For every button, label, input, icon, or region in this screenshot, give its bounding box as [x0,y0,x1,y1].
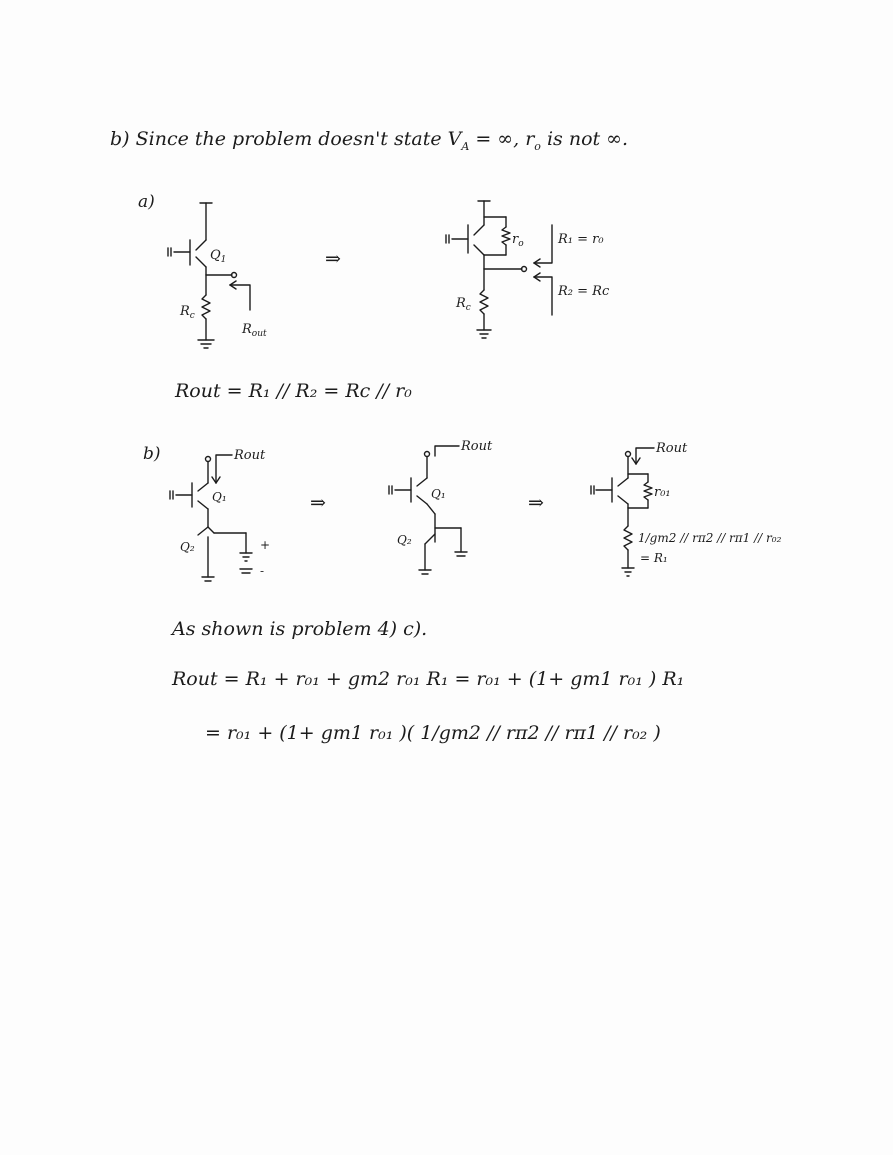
part-b-label: b) [143,444,161,464]
header-text: b) Since the problem doesn't state V [110,128,462,150]
a1-rc-label: $R_c$ [180,304,195,321]
part-a-arrow: ⇒ [325,248,341,270]
header-text-end: is not ∞. [540,128,629,150]
b3-r-expr: 1/gm2 // rπ2 // rπ1 // r₀₂ [638,531,782,545]
b2-rout-label: Rout [461,439,493,454]
b3-rout-label: Rout [656,441,688,456]
header-line [110,128,628,153]
a2-r1-eq: R₁ = r₀ [558,232,604,247]
part-b-circuit-3 [590,438,790,588]
b1-minus: - [260,564,265,578]
b1-q2-label: Q₂ [180,540,195,554]
part-a-circuit-2 [440,195,640,345]
b1-plus: + [260,538,271,552]
part-b-circuit-1 [160,445,280,590]
a2-r2-eq: R₂ = Rc [558,284,610,299]
header-sub-a: A [461,139,470,153]
header-text-tail: = ∞, r [469,128,535,150]
b3-eq-r1: = R₁ [640,551,668,565]
b2-q1-label: Q₁ [431,487,446,501]
b1-q1-label: Q₁ [212,490,227,504]
b3-ro1-label: r₀₁ [654,485,671,500]
part-b-arrow-2: ⇒ [528,492,544,514]
a2-rc-label: $R_c$ [456,296,471,313]
part-b-eq-2: = r₀₁ + (1+ gm1 r₀₁ )( 1/gm2 // rπ2 // rπ1 // r₀₂ ) [205,722,661,744]
part-b-note: As shown is problem 4) c). [172,618,428,640]
b1-rout-label: Rout [234,448,266,463]
b2-q2-label: Q₂ [397,533,412,547]
part-b-eq-1: Rout = R₁ + r₀₁ + gm2 r₀₁ R₁ = r₀₁ + (1+ gm1 r₀₁ ) R₁ [172,668,685,690]
part-b-circuit-2 [385,438,505,583]
part-a-circuit-1 [160,195,290,360]
a2-ro-label: $r_o$ [512,232,524,249]
part-a-equation: Rout = R₁ // R₂ = Rc // r₀ [175,380,412,402]
part-a-label: a) [138,192,155,212]
a1-q1-label: $Q_1$ [210,248,227,265]
a1-rout-label: $R_{out}$ [242,322,267,339]
header-sub-o: o [534,139,541,153]
part-b-arrow-1: ⇒ [310,492,326,514]
